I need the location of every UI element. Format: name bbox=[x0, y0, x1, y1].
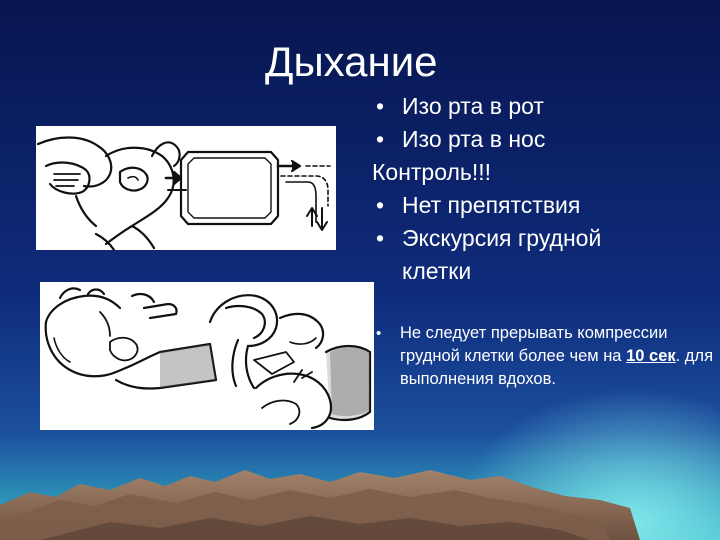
note-text-before: Не следует прерывать компрессии грудной клетки более чем на bbox=[400, 324, 668, 365]
note-text-after: . для выполнения вдохов. bbox=[400, 347, 713, 388]
note-emphasis: 10 сек bbox=[626, 347, 676, 365]
list-heading: Контроль!!! bbox=[372, 159, 492, 185]
bullet-item: • Изо рта в рот bbox=[372, 90, 712, 123]
bullet-item: • Изо рта в нос bbox=[372, 123, 712, 156]
mouth-to-mouth-illustration bbox=[36, 126, 336, 250]
compression-note bbox=[372, 322, 720, 391]
airway-opening-illustration bbox=[40, 282, 374, 430]
bullet-item: • Нет препятствия bbox=[372, 189, 712, 222]
bullet-item: • Экскурсия грудной bbox=[372, 222, 712, 255]
bullet-list bbox=[372, 90, 712, 288]
slide-title: Дыхание bbox=[265, 38, 438, 85]
bullet-continuation: клетки bbox=[402, 258, 472, 284]
